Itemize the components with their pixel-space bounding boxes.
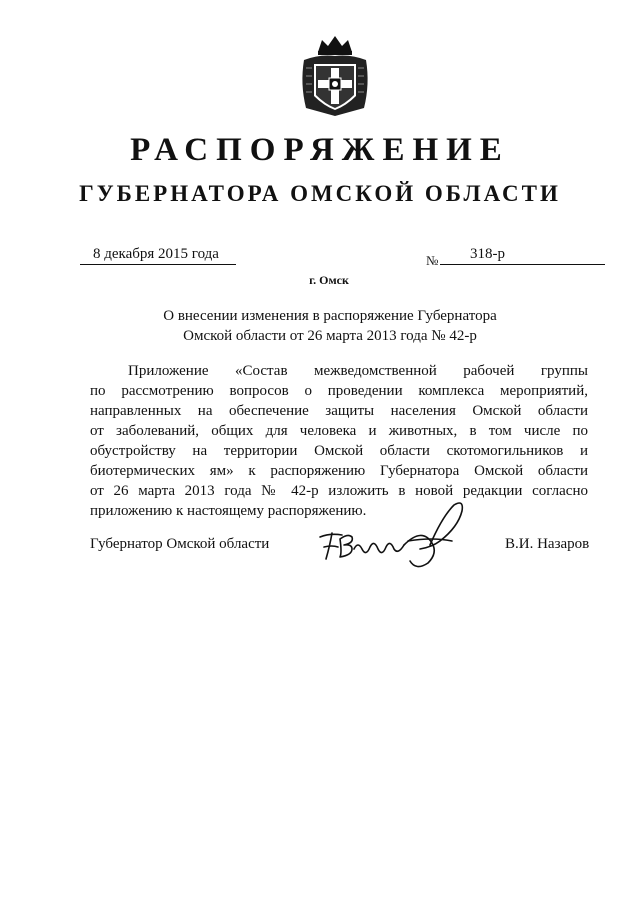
number-sign: № [426, 253, 439, 268]
body-line: направленных на обеспечение защиты населения Омской области [90, 403, 588, 419]
document-number-field [440, 246, 605, 265]
coat-of-arms-icon [296, 34, 374, 118]
signatory-position: Губернатор Омской области [90, 536, 270, 552]
document-title [150, 306, 510, 346]
handwritten-signature-icon [312, 497, 472, 573]
issuer-heading: ГУБЕРНАТОРА ОМСКОЙ ОБЛАСТИ [79, 181, 561, 206]
signatory-name: В.И. Назаров [505, 536, 590, 552]
body-line: Приложение «Состав межведомственной рабочей группы [128, 363, 588, 379]
document-date: 8 декабря 2015 года [93, 246, 219, 262]
body-line: от заболеваний, общих для человека и животных, в том числе по [90, 423, 588, 439]
document-title-line: О внесении изменения в распоряжение Губернатора [163, 308, 497, 324]
document-place: г. Омск [309, 273, 349, 287]
document-number: 318-р [470, 246, 505, 262]
body-line: обустройству на территории Омской области скотомогильников и [90, 443, 588, 459]
body-line: по рассмотрению вопросов о проведении комплекса мероприятий, [90, 383, 588, 399]
body-line: биотермических ям» к распоряжению Губернатора Омской области [90, 463, 588, 479]
document-date-field [80, 246, 236, 265]
document-title-line: Омской области от 26 марта 2013 года № 42-р [183, 328, 477, 344]
body-line: от 26 марта 2013 года № 42-р изложить в новой редакции согласно [90, 483, 588, 499]
document-type-heading: РАСПОРЯЖЕНИЕ [130, 132, 510, 168]
body-line: приложению к настоящему распоряжению. [90, 503, 367, 519]
